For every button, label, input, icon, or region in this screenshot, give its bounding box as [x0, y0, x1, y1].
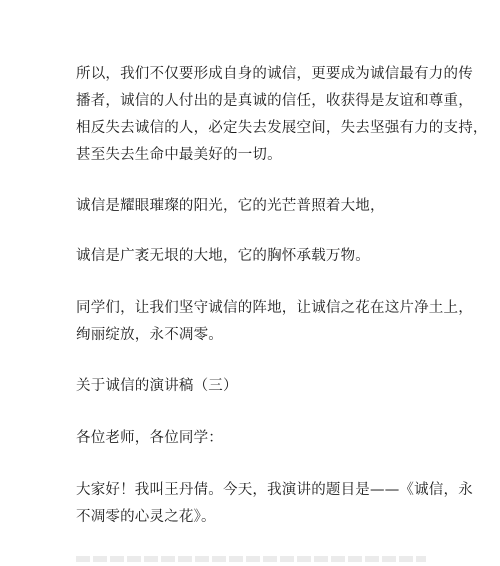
section-heading: 关于诚信的演讲稿（三）	[76, 378, 238, 394]
greeting-line: 各位老师，各位同学：	[76, 430, 223, 446]
paragraph-1-line-3: 相反失去诚信的人，必定失去发展空间，失去坚强有力的支持，	[76, 120, 488, 136]
faded-text-strip	[76, 556, 426, 562]
paragraph-1-line-2: 播者，诚信的人付出的是真诚的信任，收获得是友谊和尊重，	[76, 93, 473, 109]
intro-line-1: 大家好！我叫王丹倩。今天，我演讲的题目是——《诚信，永	[76, 482, 473, 498]
paragraph-1-line-1: 所以，我们不仅要形成自身的诚信，更要成为诚信最有力的传	[76, 66, 473, 82]
paragraph-2-line-1: 诚信是耀眼璀璨的阳光，它的光芒普照着大地，	[76, 198, 385, 214]
paragraph-4-line-1: 同学们，让我们坚守诚信的阵地，让诚信之花在这片净土上，	[76, 300, 473, 316]
paragraph-3-line-1: 诚信是广袤无垠的大地，它的胸怀承载万物。	[76, 248, 370, 264]
paragraph-1-line-4: 甚至失去生命中最美好的一切。	[76, 147, 282, 163]
paragraph-4-line-2: 绚丽绽放，永不凋零。	[76, 327, 223, 343]
intro-line-2: 不凋零的心灵之花》。	[76, 509, 216, 525]
